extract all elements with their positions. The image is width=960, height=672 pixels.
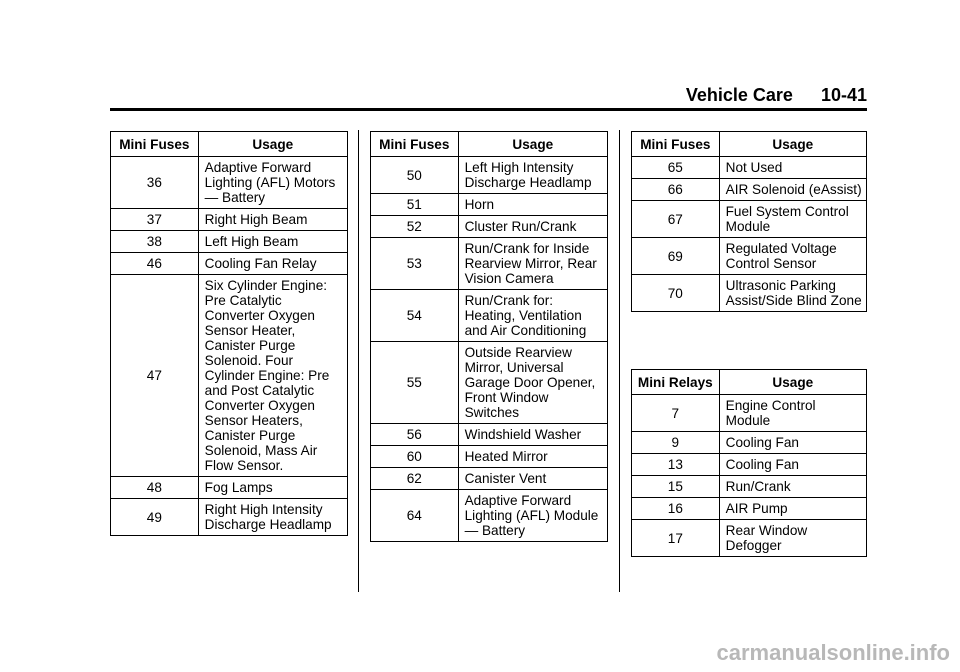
table-row bbox=[111, 209, 348, 231]
column-header-usage: Usage bbox=[198, 132, 347, 157]
fuse-number: 60 bbox=[371, 446, 459, 468]
table-row bbox=[371, 157, 608, 194]
page-number: 10-41 bbox=[820, 85, 867, 105]
fuse-usage: Run/Crank for: Heating, Ventilation and Air Conditioning bbox=[458, 290, 607, 342]
watermark: carmanualsonline.info bbox=[716, 640, 950, 665]
fuse-usage: Right High Intensity Discharge Headlamp bbox=[198, 499, 347, 536]
fuse-usage: Adaptive Forward Lighting (AFL) Module — Battery bbox=[458, 490, 607, 542]
fuse-number: 52 bbox=[371, 216, 459, 238]
table-row bbox=[371, 290, 608, 342]
relay-usage: Run/Crank bbox=[719, 476, 866, 498]
fuse-number: 49 bbox=[111, 499, 199, 536]
relay-usage: Cooling Fan bbox=[719, 432, 866, 454]
fuse-usage: Not Used bbox=[719, 157, 866, 179]
column-divider-2 bbox=[619, 130, 620, 592]
fuse-number: 69 bbox=[632, 238, 720, 275]
fuse-usage: AIR Solenoid (eAssist) bbox=[719, 179, 866, 201]
fuse-usage: Fog Lamps bbox=[198, 477, 347, 499]
table-row bbox=[111, 157, 348, 209]
fuse-usage: Run/Crank for Inside Rearview Mirror, Rear Vision Camera bbox=[458, 238, 607, 290]
table-row bbox=[632, 275, 867, 312]
fuse-number: 67 bbox=[632, 201, 720, 238]
fuse-number: 46 bbox=[111, 253, 199, 275]
fuse-number: 50 bbox=[371, 157, 459, 194]
table-row bbox=[111, 231, 348, 253]
relay-number: 9 bbox=[632, 432, 720, 454]
fuse-number: 54 bbox=[371, 290, 459, 342]
mini-fuses-table-1 bbox=[110, 131, 348, 536]
fuse-usage: Left High Intensity Discharge Headlamp bbox=[458, 157, 607, 194]
table-row bbox=[111, 499, 348, 536]
column-header-usage: Usage bbox=[719, 370, 866, 395]
fuse-number: 62 bbox=[371, 468, 459, 490]
fuse-number: 36 bbox=[111, 157, 199, 209]
fuse-number: 64 bbox=[371, 490, 459, 542]
mini-fuses-table-3 bbox=[631, 131, 867, 312]
table-row bbox=[371, 342, 608, 424]
fuse-usage: Cooling Fan Relay bbox=[198, 253, 347, 275]
fuse-number: 70 bbox=[632, 275, 720, 312]
fuse-number: 37 bbox=[111, 209, 199, 231]
table-row bbox=[632, 432, 867, 454]
table-row bbox=[632, 201, 867, 238]
table-row bbox=[371, 194, 608, 216]
table-row bbox=[632, 476, 867, 498]
table-row bbox=[632, 238, 867, 275]
table-row bbox=[371, 468, 608, 490]
relay-number: 7 bbox=[632, 395, 720, 432]
fuse-number: 47 bbox=[111, 275, 199, 477]
fuse-usage: Cluster Run/Crank bbox=[458, 216, 607, 238]
fuse-usage: Regulated Voltage Control Sensor bbox=[719, 238, 866, 275]
page-header bbox=[110, 80, 867, 111]
fuse-number: 48 bbox=[111, 477, 199, 499]
column-header-mini-fuses: Mini Fuses bbox=[632, 132, 720, 157]
table-row bbox=[632, 498, 867, 520]
relay-usage: Cooling Fan bbox=[719, 454, 866, 476]
fuse-number: 55 bbox=[371, 342, 459, 424]
mini-relays-table bbox=[631, 369, 867, 557]
table-row bbox=[371, 446, 608, 468]
relay-number: 17 bbox=[632, 520, 720, 557]
table-row bbox=[111, 477, 348, 499]
fuse-usage: Left High Beam bbox=[198, 231, 347, 253]
fuse-usage: Adaptive Forward Lighting (AFL) Motors — Battery bbox=[198, 157, 347, 209]
column-header-usage: Usage bbox=[719, 132, 866, 157]
table-row bbox=[371, 490, 608, 542]
mini-fuses-table-2 bbox=[370, 131, 608, 542]
fuse-usage: Fuel System Control Module bbox=[719, 201, 866, 238]
fuse-usage: Outside Rearview Mirror, Universal Garage Door Opener, Front Window Switches bbox=[458, 342, 607, 424]
column-divider-1 bbox=[358, 130, 359, 592]
column-header-mini-relays: Mini Relays bbox=[632, 370, 720, 395]
fuse-number: 65 bbox=[632, 157, 720, 179]
fuse-number: 38 bbox=[111, 231, 199, 253]
fuse-number: 53 bbox=[371, 238, 459, 290]
column-header-mini-fuses: Mini Fuses bbox=[371, 132, 459, 157]
table-row bbox=[632, 395, 867, 432]
relay-number: 16 bbox=[632, 498, 720, 520]
table-row bbox=[371, 238, 608, 290]
column-header-mini-fuses: Mini Fuses bbox=[111, 132, 199, 157]
section-title: Vehicle Care bbox=[685, 85, 793, 105]
fuse-number: 51 bbox=[371, 194, 459, 216]
fuse-usage: Right High Beam bbox=[198, 209, 347, 231]
fuse-usage: Ultrasonic Parking Assist/Side Blind Zone bbox=[719, 275, 866, 312]
table-row bbox=[632, 179, 867, 201]
fuse-usage: Horn bbox=[458, 194, 607, 216]
table-row bbox=[371, 216, 608, 238]
table-row bbox=[632, 520, 867, 557]
fuse-usage: Six Cylinder Engine: Pre Catalytic Converter Oxygen Sensor Heater, Canister Purge Solenoid. Four Cylinder Engine: Pre and Post Catalytic Converter Oxygen Sensor Heaters, Canister Purge Solenoid, Mass Air Flow Sensor. bbox=[198, 275, 347, 477]
table-row bbox=[632, 454, 867, 476]
relay-usage: AIR Pump bbox=[719, 498, 866, 520]
relay-usage: Rear Window Defogger bbox=[719, 520, 866, 557]
fuse-number: 56 bbox=[371, 424, 459, 446]
column-header-usage: Usage bbox=[458, 132, 607, 157]
fuse-usage: Canister Vent bbox=[458, 468, 607, 490]
table-row bbox=[111, 253, 348, 275]
fuse-usage: Heated Mirror bbox=[458, 446, 607, 468]
fuse-number: 66 bbox=[632, 179, 720, 201]
table-row bbox=[632, 157, 867, 179]
relay-usage: Engine Control Module bbox=[719, 395, 866, 432]
relay-number: 13 bbox=[632, 454, 720, 476]
fuse-usage: Windshield Washer bbox=[458, 424, 607, 446]
relay-number: 15 bbox=[632, 476, 720, 498]
table-row bbox=[371, 424, 608, 446]
table-row bbox=[111, 275, 348, 477]
